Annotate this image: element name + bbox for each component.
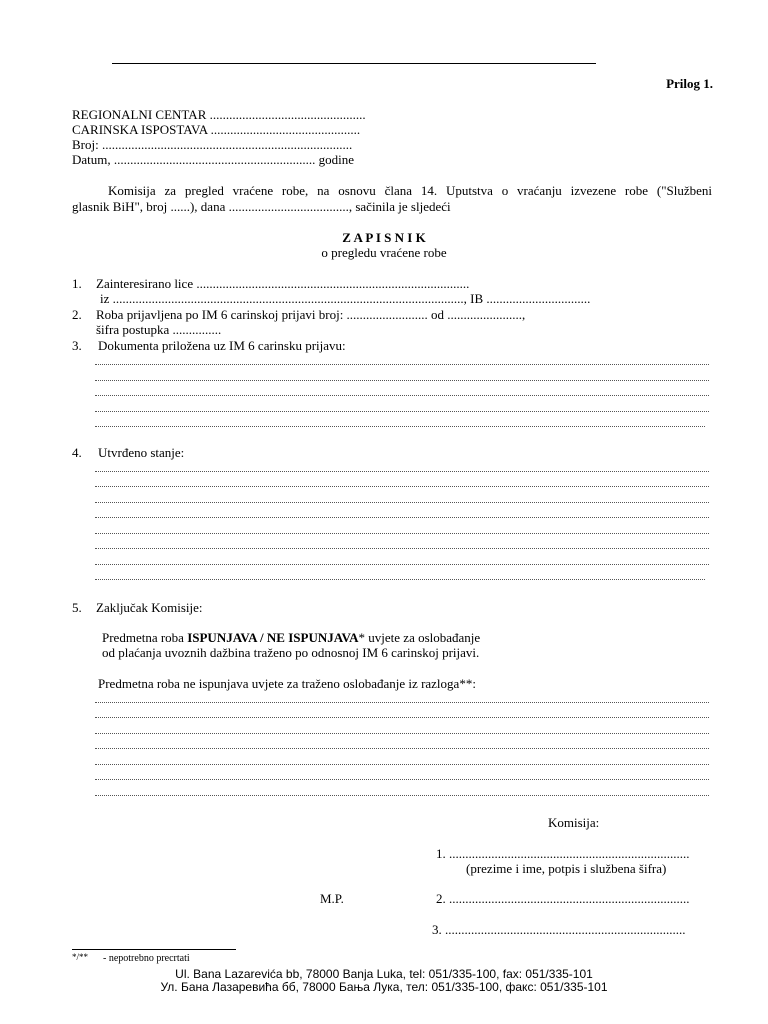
findings-line	[95, 533, 709, 534]
number-field: Broj: .............................................................................	[72, 137, 353, 152]
footer-address-latin: Ul. Bana Lazarevića bb, 78000 Banja Luka, tel: 051/335-100, fax: 051/335-101	[175, 967, 593, 981]
top-rule	[112, 63, 596, 64]
item-4-number: 4.	[72, 445, 82, 460]
declaration-number-field: Roba prijavljena po IM 6 carinskoj prijavi broj: ......................... od .......................,	[96, 307, 526, 322]
reason-label: Predmetna roba ne ispunjava uvjete za traženo oslobađanje iz razloga**:	[98, 676, 476, 691]
regional-center-field: REGIONALNI CENTAR ................................................	[72, 107, 366, 122]
reason-line	[95, 779, 709, 780]
footnote-rule	[72, 949, 236, 950]
footer-address-cyrillic: Ул. Бана Лазаревића бб, 78000 Бања Лука, тел: 051/335-100, факс: 051/335-101	[160, 980, 608, 994]
reason-line	[95, 748, 709, 749]
reason-line	[95, 795, 709, 796]
findings-line	[95, 471, 709, 472]
commission-label: Komisija:	[548, 815, 600, 830]
conclusion-statement-2: od plaćanja uvoznih dažbina traženo po odnosnoj IM 6 carinskoj prijavi.	[102, 645, 480, 660]
reason-line	[95, 717, 709, 718]
address-ib-field: iz ............................................................................................................, IB ................................	[100, 291, 591, 306]
signature-line-2: 2. ..........................................................................	[436, 891, 690, 906]
findings-line	[95, 502, 709, 503]
intro-line-2: glasnik BiH", broj ......), dana ....................................., sačinila je sljedeći	[72, 199, 451, 214]
findings-label: Utvrđeno stanje:	[98, 445, 185, 460]
attached-documents-label: Dokumenta priložena uz IM 6 carinsku prijavu:	[98, 338, 346, 353]
item-1-number: 1.	[72, 276, 82, 291]
findings-line	[95, 548, 709, 549]
conclusion-statement	[102, 630, 480, 645]
signature-line-3: 3. ..........................................................................	[432, 922, 686, 937]
reason-line	[95, 702, 709, 703]
intro-line-1: Komisija za pregled vraćene robe, na osnovu člana 14. Uputstva o vraćanju izvezene robe ("Službeni	[108, 183, 712, 198]
signature-line-1: 1. ..........................................................................	[436, 846, 690, 861]
fulfils-choice: ISPUNJAVA / NE ISPUNJAVA	[187, 630, 359, 645]
conclusion-statement-pre: Predmetna roba	[102, 630, 188, 645]
reason-line	[95, 764, 709, 765]
findings-line	[95, 486, 709, 487]
item-3-number: 3.	[72, 338, 82, 353]
documents-line	[95, 395, 709, 396]
footnote-text: - nepotrebno precrtati	[103, 953, 190, 964]
signature-note: (prezime i ime, potpis i službena šifra)	[466, 861, 667, 876]
conclusion-statement-post: * uvjete za oslobađanje	[358, 630, 481, 645]
documents-line	[95, 380, 709, 381]
documents-line	[95, 411, 709, 412]
findings-line	[95, 517, 709, 518]
document-subtitle: o pregledu vraćene robe	[321, 245, 447, 260]
procedure-code-field: šifra postupka ...............	[96, 322, 222, 337]
prilog-label: Prilog 1.	[666, 76, 713, 91]
stamp-placeholder: M.P.	[320, 891, 344, 906]
footnote-marker: */**	[72, 952, 89, 962]
reason-line	[95, 733, 709, 734]
date-field: Datum, .............................................................. godine	[72, 152, 355, 167]
document-title: Z A P I S N I K	[342, 230, 426, 245]
findings-line	[95, 564, 709, 565]
documents-line	[95, 364, 709, 365]
customs-office-field: CARINSKA ISPOSTAVA ..............................................	[72, 122, 361, 137]
findings-line	[95, 579, 705, 580]
conclusion-label: Zaključak Komisije:	[96, 600, 203, 615]
interested-party-field: Zainteresirano lice ....................................................................................	[96, 276, 470, 291]
item-5-number: 5.	[72, 600, 82, 615]
item-2-number: 2.	[72, 307, 82, 322]
documents-line	[95, 426, 705, 427]
